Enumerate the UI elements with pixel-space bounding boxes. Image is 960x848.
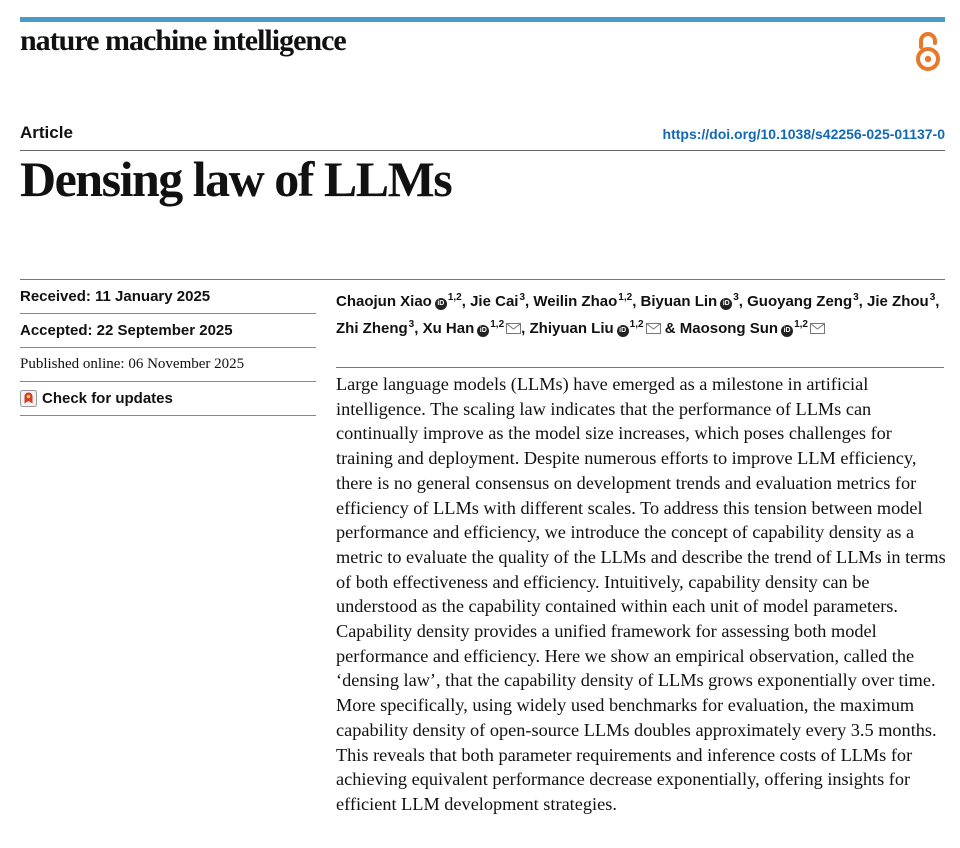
published-date: Published online: 06 November 2025 [20,348,316,382]
crossmark-icon [20,390,37,407]
journal-accent-bar [20,17,945,22]
article-title: Densing law of LLMs [20,151,452,207]
author-name[interactable]: Weilin Zhao [533,293,618,310]
affiliation-marker[interactable]: 1,2 [447,292,462,303]
author-name[interactable]: Chaojun Xiao [336,293,432,310]
author-name[interactable]: Biyuan Lin [640,293,718,310]
affiliation-marker[interactable]: 3 [733,292,739,303]
doi-link[interactable]: https://doi.org/10.1038/s42256-025-01137-0 [662,126,945,142]
affiliation-marker[interactable]: 3 [929,292,936,303]
affiliation-marker[interactable]: 3 [408,319,415,330]
article-dates-panel [20,280,316,416]
email-icon[interactable] [506,323,521,334]
author-entry [680,320,825,337]
affiliation-marker[interactable]: 1,2 [618,292,633,303]
article-type: Article [20,123,73,142]
author-name[interactable]: Guoyang Zeng [747,293,853,310]
author-entry [867,293,935,310]
affiliation-marker[interactable]: 3 [853,292,859,303]
author-name[interactable]: Zhi Zheng [336,320,408,337]
orcid-icon[interactable]: iD [720,298,732,310]
author-entry [336,293,462,310]
orcid-icon[interactable]: iD [477,325,489,337]
email-icon[interactable] [810,323,825,334]
check-for-updates-label: Check for updates [42,390,173,407]
author-entry [747,293,859,310]
check-for-updates-button[interactable] [20,382,316,416]
author-entry [641,293,739,310]
abstract: Large language models (LLMs) have emerged as a milestone in artificial intelligence. The scaling law indicates that the performance of LLMs can continually improve as the model size increases, which poses challenges for training and deployment. Despite numerous efforts to improve LLM efficiency, there is no general consensus on development trends and evaluation metrics for efficiency of LLMs with different scales. To address this tension between model performance and efficiency, we introduce the concept of capability density as a metric to evaluate the quality of the LLMs and describe the trend of LLMs in terms of both effectiveness and efficiency. Intuitively, capability density can be understood as the capability contained within each unit of model parameters. Capability density provides a unified framework for assessing both model performance and efficiency. Here we show an empirical observation, called the ‘densing law’, that the capability density of LLMs grows exponentially over time. More specifically, using widely used benchmarks for evaluation, the maximum capability density of open-source LLMs doubles approximately every 3.5 months. This reveals that both parameter requirements and inference costs of LLMs for achieving equivalent performance decrease exponentially, offering insights for efficient LLM development strategies. [336,374,946,814]
affiliation-marker[interactable]: 3 [519,292,526,303]
email-icon[interactable] [646,323,661,334]
divider [336,367,944,368]
orcid-icon[interactable]: iD [435,298,447,310]
open-access-icon [914,30,942,72]
affiliation-marker[interactable]: 1,2 [490,319,505,330]
received-date: Received: 11 January 2025 [20,280,316,314]
author-name[interactable]: Zhiyuan Liu [529,320,614,337]
author-name[interactable]: Xu Han [422,320,475,337]
orcid-icon[interactable]: iD [617,325,629,337]
author-list: Chaojun Xiao iD$^{1,2}$, Jie Cai$^3$, Weilin Zhao$^{1,2}$, Biyuan Lin iD$^3$, Guoyang Zeng$^3$, Jie Zhou$^3$, Zhi Zheng$^3$, Xu Han iD$^{1,2}$ , Zhiyuan Liu iD$^{1,2}$ & Maosong Sun iD$^{1,2}$ [336,292,940,337]
author-name[interactable]: Jie Cai [470,293,519,310]
journal-name[interactable]: nature machine intelligence [20,24,346,57]
author-name[interactable]: Jie Zhou [867,293,929,310]
affiliation-marker[interactable]: 1,2 [629,319,644,330]
author-entry [423,320,522,337]
author-name[interactable]: Maosong Sun [679,320,779,337]
affiliation-marker[interactable]: 1,2 [794,319,808,330]
author-entry [470,293,525,310]
author-entry [533,293,632,310]
orcid-icon[interactable]: iD [781,325,793,337]
author-entry [530,320,661,337]
author-entry [336,320,414,337]
accepted-date: Accepted: 22 September 2025 [20,314,316,348]
